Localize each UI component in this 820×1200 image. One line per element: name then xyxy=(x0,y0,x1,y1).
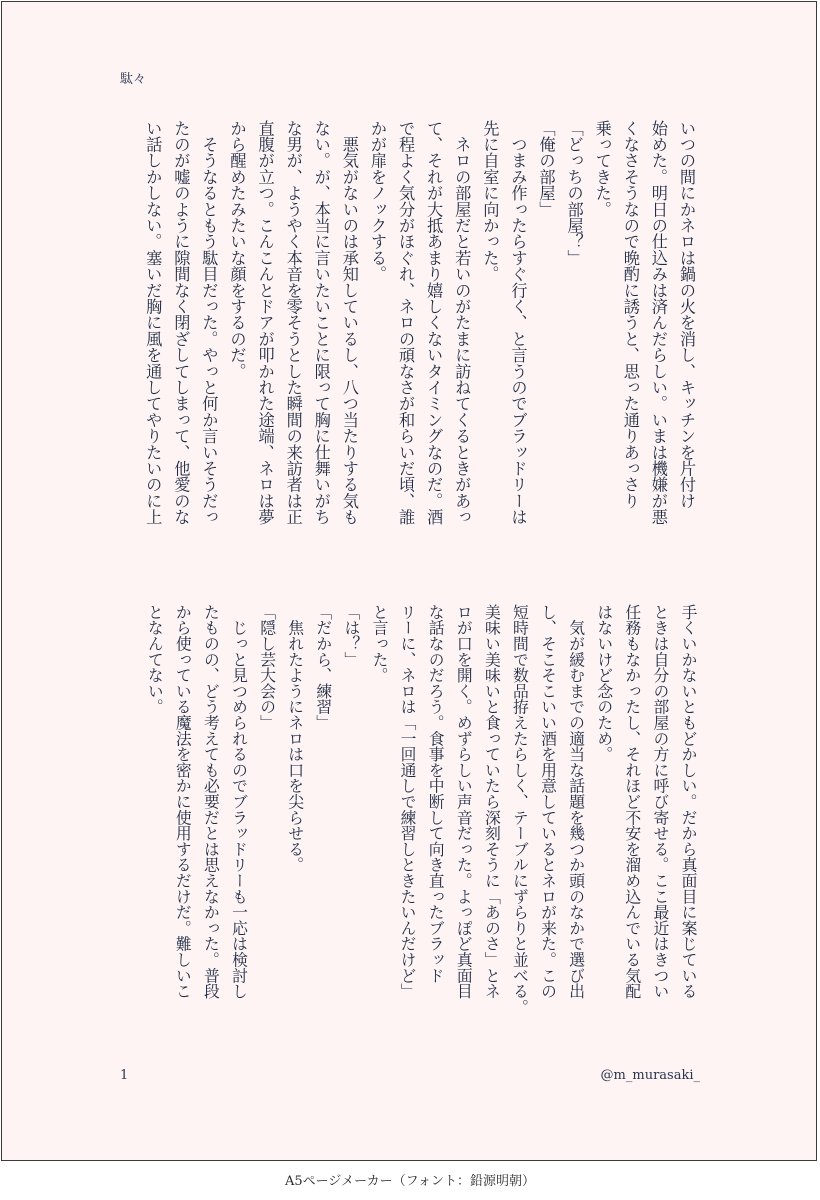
text-column-upper xyxy=(96,120,700,568)
text-line: いつの間にかネロは鍋の火を消し、キッチンを片付け xyxy=(677,120,696,509)
text-line: ない。が、本当に言いたいことに限って胸に仕舞いがち xyxy=(311,120,331,525)
text-line: から使っている魔法を密かに使用するだけだ。難しいこ xyxy=(173,604,193,999)
text-line: 乗ってきた。 xyxy=(592,120,612,218)
text-line: 美味い美味いと食っていたら深刻そうに「あのさ」とネ xyxy=(482,604,502,999)
text-line: し、そこそこいい酒を用意しているとネロが来た。この xyxy=(538,604,558,999)
text-line: ときは自分の部屋の方に呼び寄せる。ここ最近はきつい xyxy=(650,604,670,999)
text-line: 「隠し芸大会の」 xyxy=(257,604,277,731)
text-column-lower xyxy=(112,604,702,1060)
generator-credit: A5ページメーカー（フォント：鉛源明朝） xyxy=(284,1174,536,1189)
text-line: つまみ作ったらすぐ行く、と言うのでブラッドリーは xyxy=(508,120,528,525)
text-line: ロが口を開く。めずらしい声音だった。よっぽど真面目 xyxy=(454,604,474,999)
text-line: 「俺の部屋」 xyxy=(536,120,556,218)
text-line: そうなるともう駄目だった。やっと何か言いそうだっ xyxy=(199,120,219,525)
text-line: 始めた。明日の仕込みは済んだらしい。いまは機嫌が悪 xyxy=(648,120,668,525)
text-line: ネロの部屋だと若いのがたまに訪ねてくるときがあっ xyxy=(452,120,472,525)
text-line: たのが嘘のように隙間なく閉ざしてしまって、他愛のな xyxy=(171,120,191,525)
text-line: 「どっちの部屋？」 xyxy=(564,120,584,266)
text-line: な話なのだろう。食事を中断して向き直ったブラッド xyxy=(426,604,446,984)
text-line: 直腹が立つ。こんこんとドアが叩かれた途端、ネロは夢 xyxy=(255,120,275,525)
text-line: て、それが大抵あまり嬉しくないタイミングなのだ。酒 xyxy=(424,120,444,525)
text-line: はないけど念のため。 xyxy=(594,604,614,762)
running-title: 駄々 xyxy=(120,72,147,87)
text-line: 任務もなかったし、それほど不安を溜め込んでいる気配 xyxy=(622,604,642,999)
text-line: リーに、ネロは「一回通しで練習しときたいんだけど」 xyxy=(398,604,418,999)
text-line: 先に自室に向かった。 xyxy=(480,120,500,282)
manuscript-page xyxy=(1,1,817,1161)
text-line: 悪気がないのは承知しているし、八つ当たりする気も xyxy=(339,120,359,525)
text-line: 手くいかないともどかしい。だから真面目に案じている xyxy=(679,604,698,999)
text-line: い話しかしない。塞いだ胸に風を通してやりたいのに上 xyxy=(143,120,163,525)
text-line: と言った。 xyxy=(369,604,389,683)
text-line: から醒めたみたいな顔をするのだ。 xyxy=(227,120,247,380)
text-line: で程よく気分がほぐれ、ネロの頑なさが和らいだ頃、誰 xyxy=(396,120,416,525)
text-line: となんてない。 xyxy=(145,604,165,715)
text-line: 「は？」 xyxy=(341,604,361,668)
author-handle: @m_murasaki_ xyxy=(600,1068,700,1083)
text-line: たものの、どう考えても必要だとは思えなかった。普段 xyxy=(201,604,221,999)
page-number: 1 xyxy=(120,1068,129,1083)
text-line: じっと見つめられるのでブラッドリーも一応は検討し xyxy=(229,604,249,999)
text-line: 焦れたようにネロは口を尖らせる。 xyxy=(285,604,305,873)
text-line: な男が、ようやく本音を零そうとした瞬間の来訪者は正 xyxy=(283,120,303,525)
text-line: 短時間で数品拵えたらしく、テーブルにずらりと並べる。 xyxy=(510,604,530,1015)
text-line: かが扉をノックする。 xyxy=(367,120,387,282)
text-line: 「だから、練習」 xyxy=(313,604,333,731)
text-line: 気が緩むまでの適当な話題を幾つか頭のなかで選び出 xyxy=(566,604,586,999)
text-line: くなさそうなので晩酌に誘うと、思った通りあっさり xyxy=(620,120,640,509)
